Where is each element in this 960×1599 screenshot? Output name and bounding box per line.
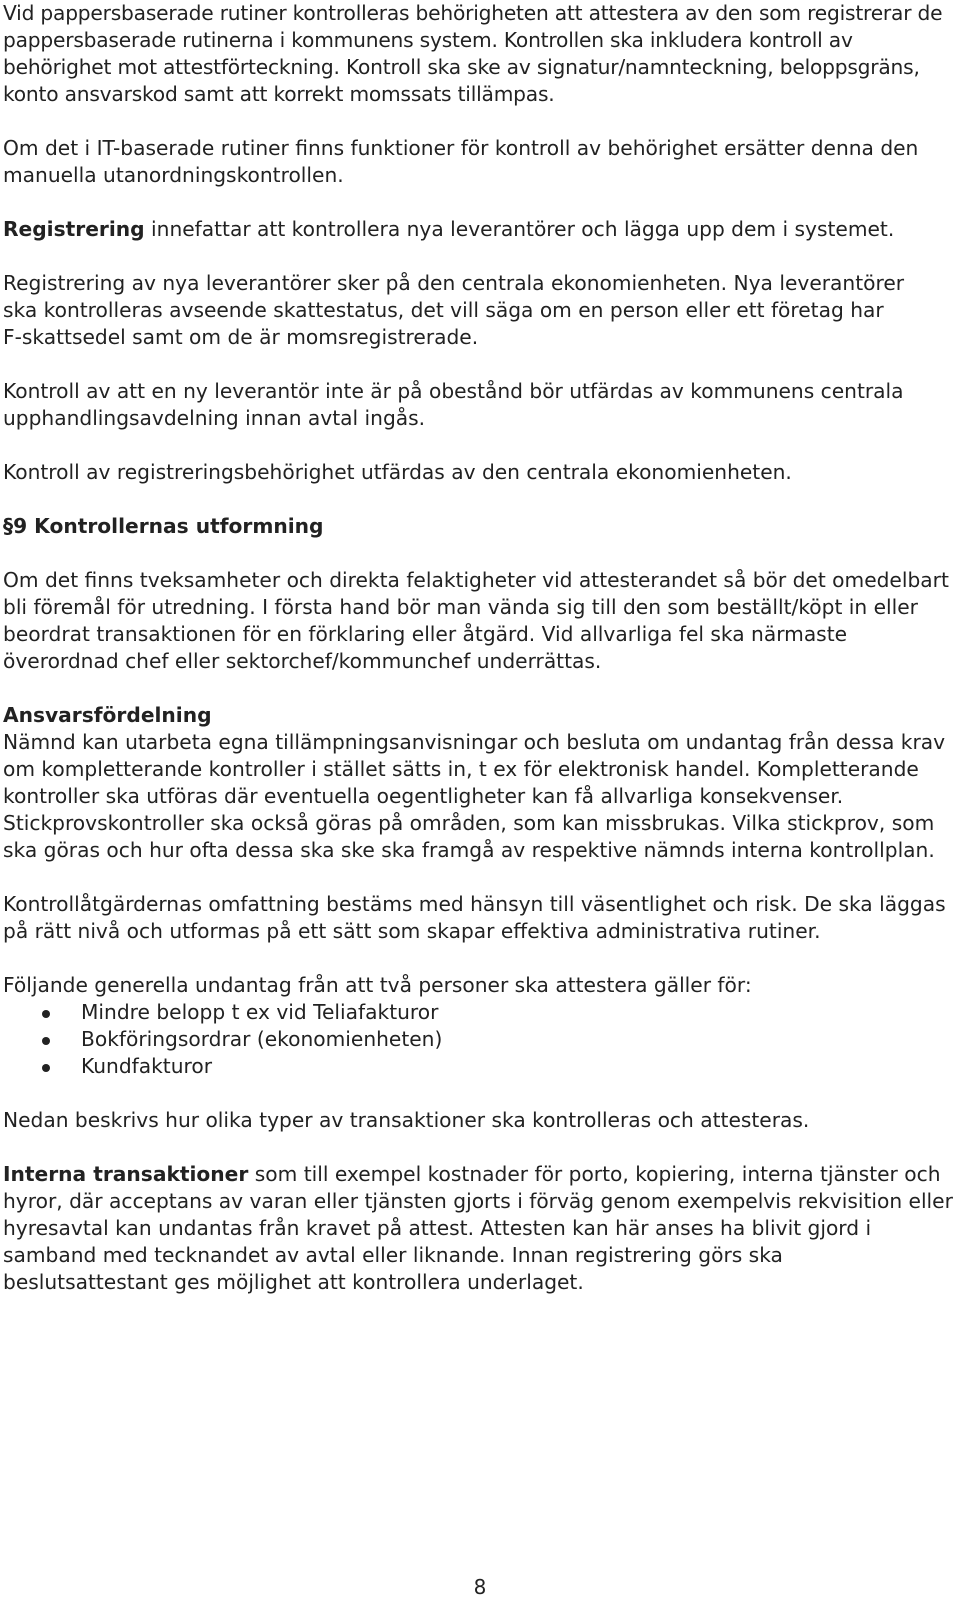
page-number: 8 [473,1575,487,1599]
paragraph-general-exceptions: Följande generella undantag från att två personer ska attestera gäller för: [3,973,752,997]
subheading-ansvarsfordelning: Ansvarsfördelning [3,703,212,727]
paragraph-new-suppliers: Registrering av nya leverantörer sker på den centrala ekonomienheten. Nya leverantörer ska kontrolleras avseende skattestatus, det vill säga om en person eller ett företag har F-skattsedel samt om de är momsregistrerade. [3,271,905,349]
bullet-icon [42,1064,50,1072]
list-item [3,999,953,1026]
registrering-text: innefattar att kontrollera nya leverantörer och lägga upp dem i systemet. [144,217,895,241]
list-item [3,1026,953,1053]
exceptions-list [3,999,953,1080]
paragraph-irregularities: Om det finns tveksamheter och direkta felaktigheter vid attesterandet så bör det omedelbart bli föremål för utredning. I första hand bör man vända sig till den som beställt/köpt in eller beordrat transaktionen för en förklaring eller åtgärd. Vid allvarliga fel ska närmaste överordnad chef eller sektorchef/kommunchef underrättas. [3,568,949,673]
paragraph-paper-routines: Vid pappersbaserade rutiner kontrolleras behörigheten att attestera av den som registrerar de pappersbaserade rutinerna i kommunens system. Kontrollen ska inkludera kontroll av behörighet mot attestförteckning. Kontroll ska ske av signatur/namnteckning, beloppsgräns, konto ansvarskod samt att korrekt momssats tillämpas. [3,1,943,106]
paragraph-registration-authority: Kontroll av registreringsbehörighet utfärdas av den centrala ekonomienheten. [3,460,792,484]
paragraph-it-routines: Om det i IT-baserade rutiner finns funktioner för kontroll av behörighet ersätter denna den manuella utanordningskontrollen. [3,136,919,187]
list-item [3,1053,953,1080]
registrering-term: Registrering [3,217,145,241]
list-item-text: Mindre belopp t ex vid Teliafakturor [81,1000,439,1024]
bullet-icon [42,1037,50,1045]
list-item-text: Kundfakturor [81,1054,213,1078]
document-page [3,0,953,1323]
paragraph-insolvency-check: Kontroll av att en ny leverantör inte är på obestånd bör utfärdas av kommunens centrala upphandlingsavdelning innan avtal ingås. [3,379,904,430]
paragraph-control-scope: Kontrollåtgärdernas omfattning bestäms med hänsyn till väsentlighet och risk. De ska läggas på rätt nivå och utformas på ett sätt som skapar effektiva administrativa rutiner. [3,892,946,943]
paragraph-registrering [3,216,953,243]
section-heading: §9 Kontrollernas utformning [3,514,324,538]
internal-transactions-text: som till exempel kostnader för porto, kopiering, interna tjänster och hyror, där acceptans av varan eller tjänsten gjorts i förväg genom exempelvis rekvisition eller hyresavtal kan undantas från kravet på attest. Attesten kan här anses ha blivit gjord i samband med tecknandet av avtal eller liknande. Innan registrering görs ska beslutsattestant ges möjlighet att kontrollera underlaget. [3,1162,953,1294]
bullet-icon [42,1010,50,1018]
paragraph-exceptions: Nämnd kan utarbeta egna tillämpningsanvisningar och besluta om undantag från dessa krav om kompletterande kontroller i stället sätts in, t ex för elektronisk handel. Kompletterande kontroller ska utföras där eventuella oegentligheter kan få allvarliga konsekvenser. Stickprovskontroller ska också göras på områden, som kan missbrukas. Vilka stickprov, som ska göras och hur ofta dessa ska ske ska framgå av respektive nämnds interna kontrollplan. [3,730,946,862]
paragraph-internal-transactions [3,1161,953,1296]
paragraph-transaction-types: Nedan beskrivs hur olika typer av transaktioner ska kontrolleras och attesteras. [3,1108,810,1132]
list-item-text: Bokföringsordrar (ekonomienheten) [81,1027,443,1051]
internal-transactions-term: Interna transaktioner [3,1162,249,1186]
